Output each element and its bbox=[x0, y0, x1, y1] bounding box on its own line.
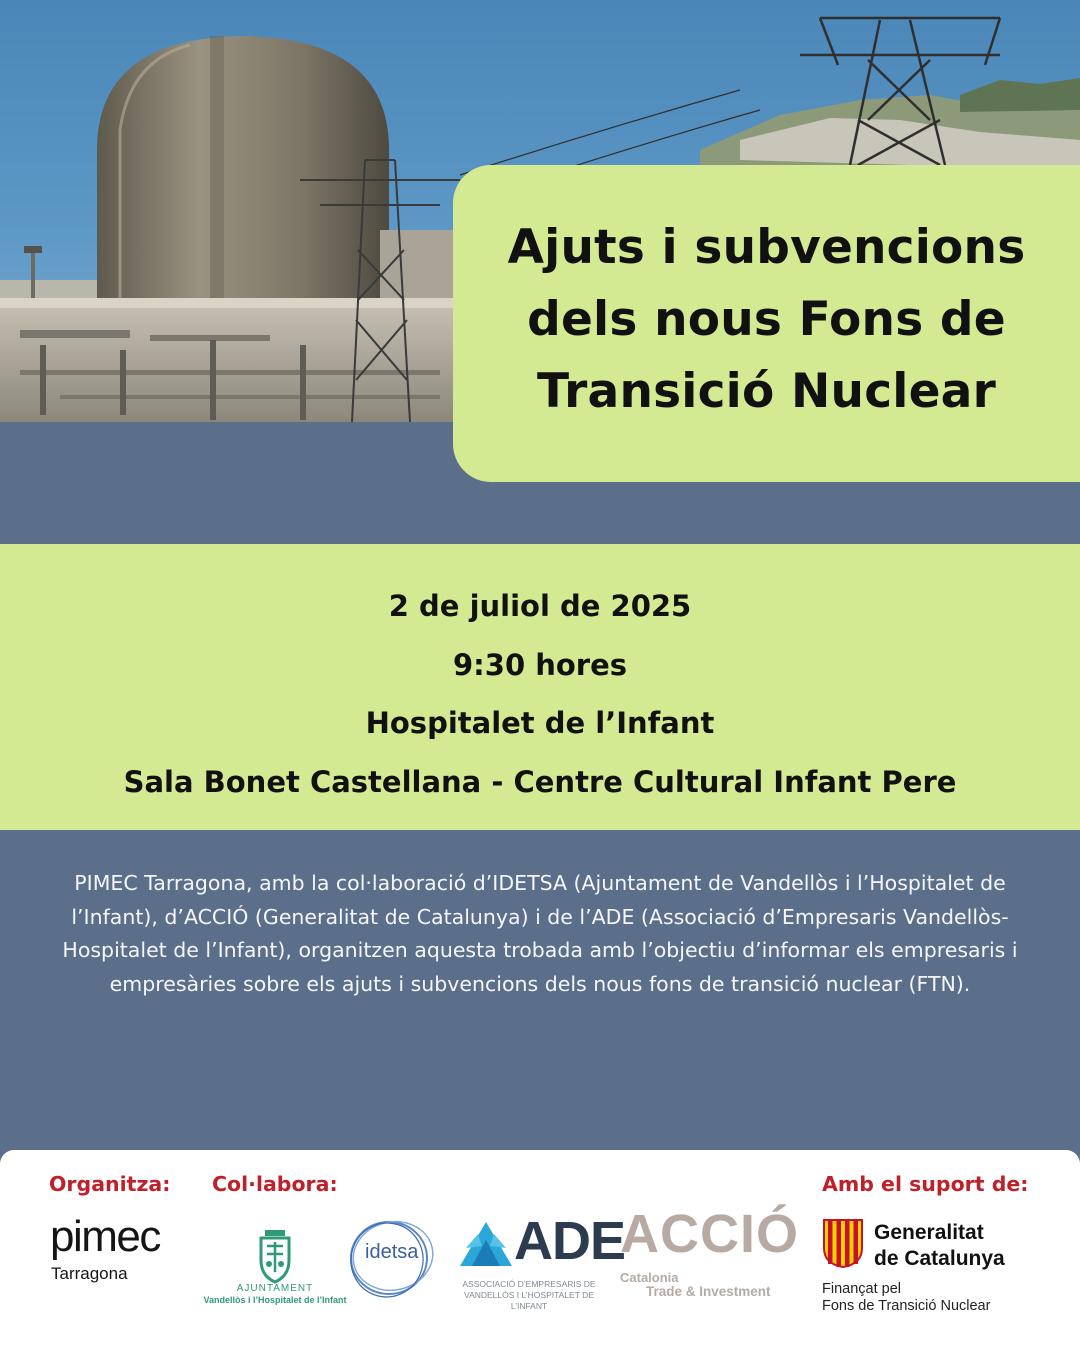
support-label: Amb el suport de: bbox=[822, 1172, 1029, 1196]
pimec-logo-sub: Tarragona bbox=[51, 1264, 128, 1283]
generalitat-logo-text: Generalitat de Catalunya bbox=[874, 1221, 1005, 1270]
sponsors-footer bbox=[0, 1150, 1080, 1350]
pimec-logo: pimec bbox=[50, 1212, 160, 1261]
event-details bbox=[0, 544, 1080, 830]
collabora-label: Col·labora: bbox=[212, 1172, 338, 1196]
event-place: Hospitalet de l’Infant bbox=[365, 706, 715, 740]
event-description: PIMEC Tarragona, amb la col·laboració d’IDETSA (Ajuntament de Vandellòs i l’Hospitalet de l’Infant), d’ACCIÓ (Generalitat de Catalunya) i de l’ADE (Associació d’Empresaris Vandellòs-Hospitalet de l’Infant), organitzen aquesta trobada amb l’objectiu d’informar els empresaris i empresàries sobre els ajuts i subvencions dels nous fons de transició nuclear (FTN). bbox=[62, 871, 1018, 996]
ade-logo-text: ADE bbox=[514, 1211, 626, 1271]
ajuntament-crest-icon bbox=[249, 1226, 301, 1284]
generalitat-funding-note: Finançat pel Fons de Transició Nuclear bbox=[822, 1281, 991, 1314]
ajuntament-logo-line2: Vandellòs i l’Hospitalet de l’Infant bbox=[203, 1295, 347, 1305]
accio-logo: ACCIÓ bbox=[620, 1204, 799, 1264]
organiza-label: Organitza: bbox=[49, 1172, 171, 1196]
ade-logo-sub: ASSOCIACIÓ D’EMPRESARIS DE VANDELLÒS I L’HOSPITALET DE L’INFANT bbox=[462, 1279, 596, 1311]
title-card bbox=[453, 165, 1080, 482]
generalitat-senyera-icon bbox=[822, 1218, 864, 1268]
page-title: Ajuts i subvencions dels nous Fons de Transició Nuclear bbox=[507, 219, 1026, 419]
accio-logo-sub1: Catalonia bbox=[620, 1270, 679, 1285]
ajuntament-logo-line1: AJUNTAMENT bbox=[236, 1283, 314, 1294]
idetsa-logo-text: idetsa bbox=[365, 1241, 419, 1263]
event-time: 9:30 hores bbox=[452, 647, 628, 682]
ade-logo-icon bbox=[458, 1218, 514, 1268]
event-date: 2 de juliol de 2025 bbox=[388, 589, 692, 623]
event-venue: Sala Bonet Castellana - Centre Cultural Infant Pere bbox=[123, 764, 957, 799]
accio-logo-sub2: Trade & Investment bbox=[646, 1284, 771, 1299]
